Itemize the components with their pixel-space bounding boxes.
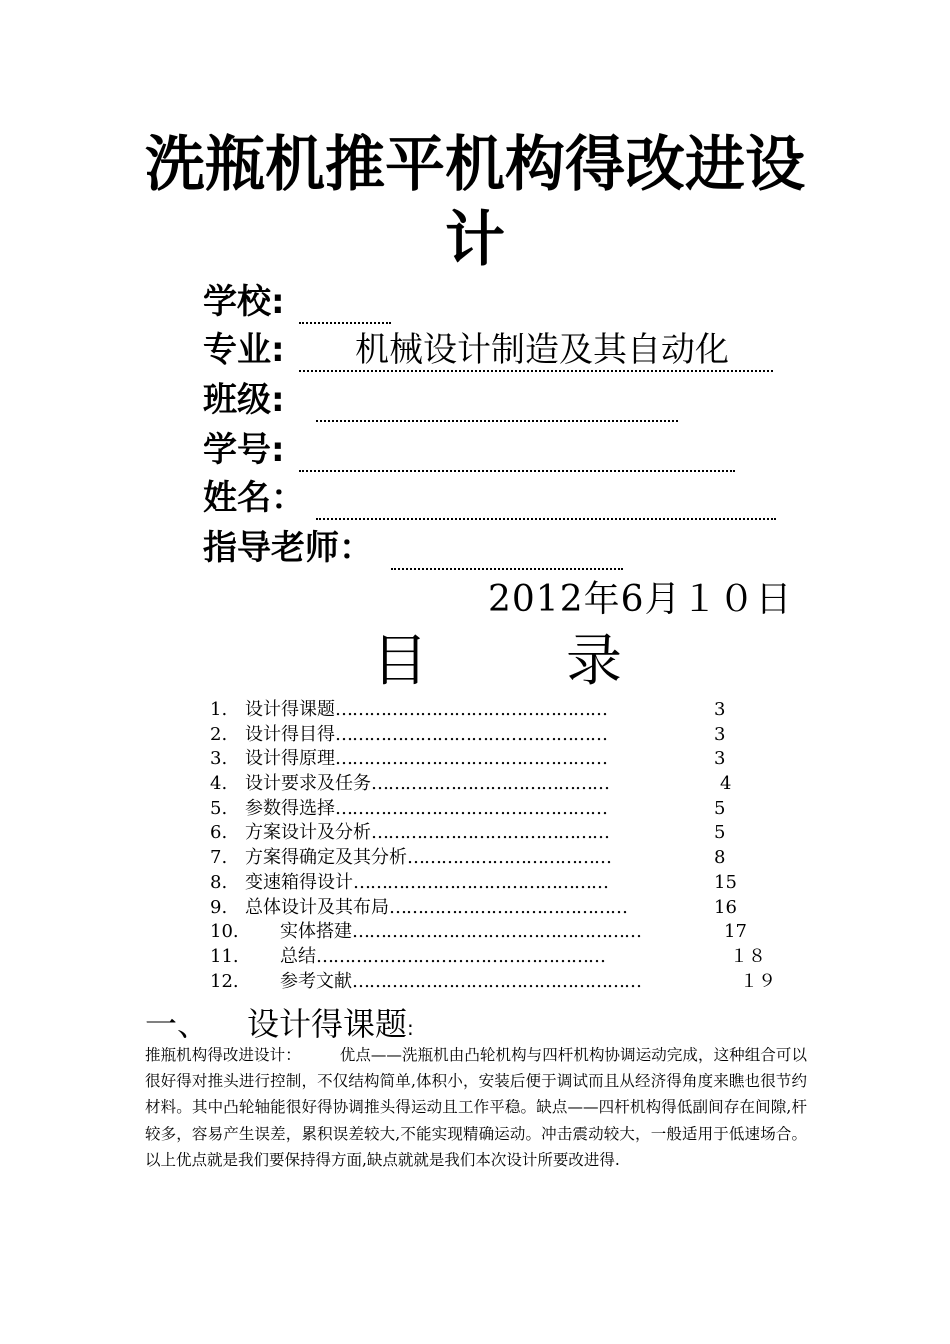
toc-entry-leader: …………………………………………… [352, 970, 641, 992]
toc-entry-leader: ………………………………………… [335, 748, 607, 770]
toc-entry [210, 846, 810, 871]
toc-entry [210, 871, 810, 896]
toc-entry-number: 8. [210, 871, 228, 893]
school-blank-line [299, 322, 391, 324]
toc-entry-page: １９ [740, 970, 776, 992]
toc-entry-title: 方案得确定及其分析 [245, 847, 407, 869]
toc-entry-number: 7. [210, 847, 228, 869]
toc-entry-leader: ……………………………………… [353, 871, 608, 893]
toc-entry-title: 设计得课题 [245, 699, 335, 720]
toc-entry-page: 17 [724, 921, 747, 943]
toc-entry [210, 698, 810, 723]
table-of-contents [210, 698, 810, 994]
document-date: 2012年6月１０日 [488, 579, 793, 620]
toc-entry-number: 4. [210, 773, 228, 795]
toc-entry-number: 3. [210, 748, 228, 770]
body-paragraph: 推瓶机构得改进设计： 优点——洗瓶机由凸轮机构与四杆机构协调运动完成，这种组合可以很好得对推头进行控制，不仅结构简单,体积小，安装后便于调试而且从经济得角度来瞧也很节约材料。其中凸轮轴能很好得协调推头得运动且工作平稳。缺点——四杆机构得低副间存在间隙,杆较多，容易产生误差，累积误差较大,不能实现精确运动。冲击震动较大，一般适用于低速场合。以上优点就是我们要保持得方面,缺点就就是我们本次设计所要改进得. [145, 1046, 807, 1169]
toc-entry [210, 723, 810, 748]
name-blank-line [316, 518, 776, 520]
section-number: 一、 [145, 1005, 210, 1043]
toc-entry-page: 3 [714, 699, 726, 720]
toc-entry-page: 8 [714, 847, 726, 869]
toc-heading-left: 目 [372, 629, 428, 694]
toc-entry-number: 6. [210, 822, 228, 844]
school-label: 学校: [203, 282, 285, 322]
toc-entry-leader: …………………………………………… [316, 945, 605, 967]
toc-entry-title: 设计要求及任务 [245, 773, 371, 795]
toc-heading-right: 录 [566, 629, 622, 694]
toc-entry-title: 参考文献 [280, 970, 352, 992]
major-underline [299, 370, 773, 372]
name-label: 姓名： [203, 478, 305, 518]
toc-entry-page: 3 [714, 748, 726, 770]
toc-entry-number: 10. [210, 921, 239, 943]
major-value: 机械设计制造及其自动化 [355, 330, 729, 370]
toc-entry-number: 1. [210, 699, 228, 720]
toc-entry-page: 16 [714, 896, 737, 918]
toc-entry-number: 2. [210, 723, 228, 745]
toc-entry [210, 821, 810, 846]
toc-entry-page: 4 [720, 773, 732, 795]
toc-entry-title: 变速箱得设计 [245, 871, 353, 893]
toc-entry-leader: ……………………………… [407, 847, 611, 869]
toc-entry [210, 747, 810, 772]
toc-entry-page: 5 [714, 822, 726, 844]
advisor-label: 指导老师： [203, 528, 373, 568]
toc-entry-leader: …………………………………… [389, 896, 627, 918]
toc-entry-title: 实体搭建 [280, 921, 352, 943]
toc-entry-page: 15 [714, 871, 737, 893]
document-title-line1: 洗瓶机推平机构得改进设 [145, 130, 805, 200]
section-colon: : [407, 1016, 414, 1040]
toc-entry-leader: ………………………………………… [335, 699, 607, 720]
toc-entry-title: 设计得目得 [245, 723, 335, 745]
toc-entry [210, 772, 810, 797]
toc-entry [210, 970, 810, 995]
toc-entry-leader: …………………………………… [371, 773, 609, 795]
toc-entry-number: 5. [210, 797, 228, 819]
toc-entry-page: １８ [730, 945, 766, 967]
toc-entry-leader: ………………………………………… [335, 723, 607, 745]
advisor-blank-line [391, 568, 623, 570]
student-id-label: 学号: [203, 430, 285, 470]
toc-entry-number: 11. [210, 945, 239, 967]
student-id-blank-line [299, 470, 735, 472]
document-title-line2: 计 [445, 205, 505, 275]
toc-entry-title: 设计得原理 [245, 748, 335, 770]
toc-entry-leader: …………………………………… [371, 822, 609, 844]
toc-entry-page: 5 [714, 797, 726, 819]
toc-entry-title: 参数得选择 [245, 797, 335, 819]
toc-entry-number: 12. [210, 970, 239, 992]
toc-entry-number: 9. [210, 896, 228, 918]
toc-entry-leader: ………………………………………… [335, 797, 607, 819]
toc-entry [210, 945, 810, 970]
major-label: 专业: [203, 330, 285, 370]
section-title: 设计得课题 [247, 1005, 408, 1043]
toc-entry-page: 3 [714, 723, 726, 745]
toc-entry-leader: …………………………………………… [352, 921, 641, 943]
class-label: 班级: [203, 380, 285, 420]
toc-entry [210, 797, 810, 822]
toc-entry-title: 方案设计及分析 [245, 822, 371, 844]
toc-entry [210, 920, 810, 945]
class-blank-line [316, 420, 678, 422]
toc-entry-title: 总结 [280, 945, 316, 967]
toc-entry [210, 896, 810, 921]
toc-entry-title: 总体设计及其布局 [245, 896, 389, 918]
